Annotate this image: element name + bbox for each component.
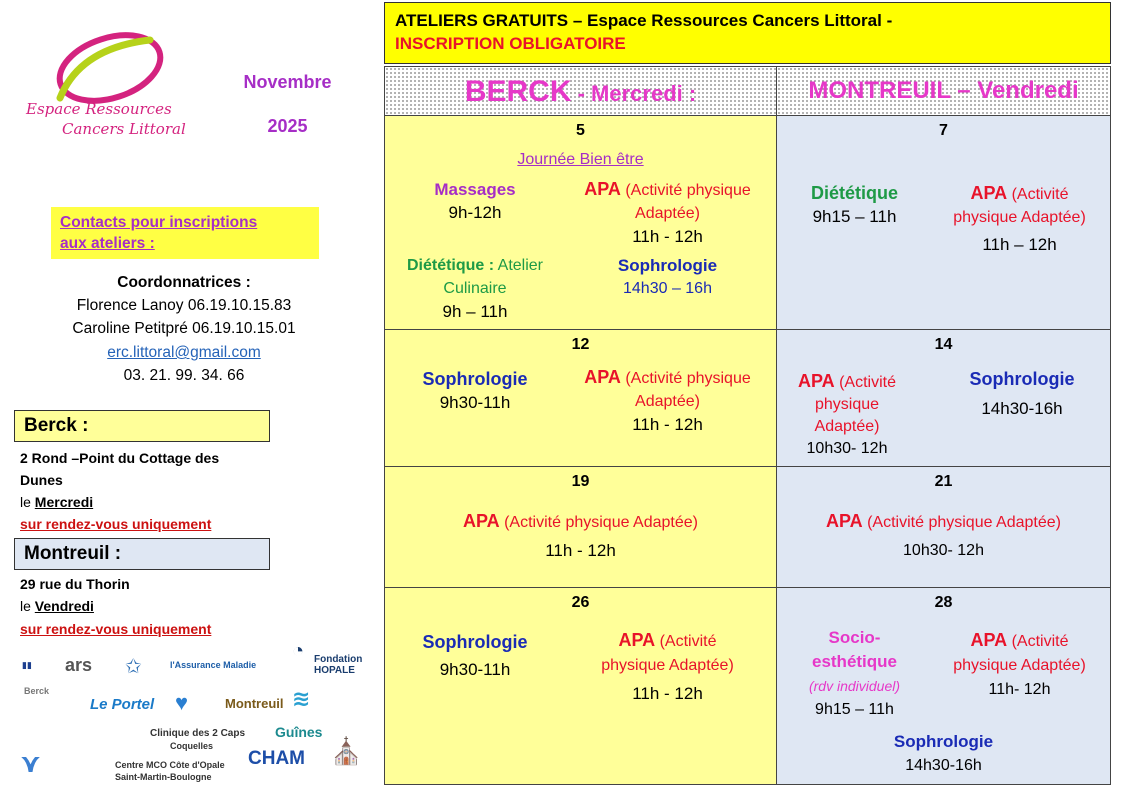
berck-week2-sophrologie: Sophrologie 9h30-11h: [422, 369, 528, 412]
montreuil-week1-cell: [776, 115, 1111, 330]
coordinator-1: Florence Lanoy 06.19.10.15.83: [76, 297, 292, 314]
montreuil-week4-socio: Socio- esthétique (rdv individuel) 9h15 – 11h: [808, 628, 901, 718]
montreuil-week1-date: 7: [939, 122, 948, 139]
berck-column-city: BERCK: [464, 75, 572, 108]
berck-week3-apa: APA (Activité physique Adaptée) 11h - 12h: [462, 511, 698, 560]
email-link[interactable]: erc.littoral@gmail.com: [107, 344, 261, 361]
montreuil-week3-date: 21: [934, 473, 953, 490]
hopale-logo-icon: ◔: [292, 640, 305, 662]
contacts-title-line2: aux ateliers :: [60, 235, 155, 252]
berck-day-prefix: le: [20, 494, 35, 510]
church-logo-icon: ⛪: [330, 736, 363, 766]
contacts-title-line1: Contacts pour inscriptions: [60, 214, 258, 231]
berck-note: sur rendez-vous uniquement: [20, 516, 212, 532]
montreuil-week1-apa: APA (Activité physique Adaptée) 11h – 12h: [953, 183, 1086, 254]
logo-text-line2: Cancers Littoral: [62, 120, 186, 138]
republique-logo-icon: ▮▮: [22, 660, 32, 670]
montreuil-day-prefix: le: [20, 598, 35, 614]
montreuil-note: sur rendez-vous uniquement: [20, 621, 212, 637]
montreuil-week4-sophrologie: Sophrologie 14h30-16h: [893, 732, 994, 774]
partner-logos: [20, 640, 365, 790]
partner-logo-assurance-maladie: l'Assurance Maladie: [170, 660, 257, 670]
partner-logo-montreuil: Montreuil: [225, 696, 284, 711]
berck-location-box: [14, 410, 270, 442]
partner-logo-guines: Guînes: [275, 724, 323, 740]
header-subtitle: INSCRIPTION OBLIGATOIRE: [395, 34, 626, 53]
berck-address-line1: 2 Rond –Point du Cottage des: [20, 450, 220, 466]
partner-logo-saint-martin: Saint-Martin-Boulogne: [115, 772, 212, 782]
berck-week1-apa: APA (Activité physique Adaptée) 11h - 12h: [584, 179, 751, 246]
berck-week1-theme-row: [385, 148, 776, 171]
email-row: [25, 342, 343, 363]
berck-week2-cell: [384, 329, 777, 467]
montreuil-week2-date: 14: [934, 336, 953, 353]
montreuil-location-box: [14, 538, 270, 570]
montreuil-location-name: Montreuil :: [24, 543, 122, 564]
montreuil-week1-dietetique: Diététique 9h15 – 11h: [810, 183, 898, 226]
partner-logo-le-portel: Le Portel: [90, 696, 155, 713]
berck-week4-apa: APA (Activité physique Adaptée) 11h - 12h: [601, 630, 734, 703]
montreuil-day-row: [20, 595, 94, 617]
berck-week4-cell: [384, 587, 777, 785]
montreuil-note-row: [20, 618, 211, 640]
logo-swirl-icon: [40, 28, 165, 110]
berck-week3-cell: [384, 466, 777, 588]
partner-logo-coquelles: Coquelles: [170, 741, 214, 751]
partner-logo-centre-mco: Centre MCO Côte d'Opale: [115, 760, 225, 770]
montreuil-day: Vendredi: [34, 598, 94, 614]
partner-logo-clinique-2-caps: Clinique des 2 Caps: [150, 728, 246, 739]
berck-column-header: [384, 66, 777, 116]
berck-address-line2: Dunes: [20, 472, 63, 488]
montreuil-week4-date: 28: [934, 594, 953, 611]
berck-week1-theme: Journée Bien être: [517, 151, 644, 168]
logo-text-line1: Espace Ressources: [26, 100, 172, 118]
berck-week1-date: 5: [576, 122, 585, 139]
berck-week1-cell: [384, 115, 777, 330]
berck-week1-massage: Massages 9h-12h: [434, 180, 516, 222]
montreuil-week2-cell: [776, 329, 1111, 467]
montreuil-week2-sophrologie: Sophrologie 14h30-16h: [969, 369, 1075, 418]
coordinator-2: Caroline Petitpré 06.19.10.15.01: [72, 320, 296, 337]
heart-logo-icon: ♥: [175, 690, 189, 715]
berck-week3-date: 19: [571, 473, 590, 490]
montreuil-week4-apa: APA (Activité physique Adaptée) 11h- 12h: [953, 630, 1086, 698]
coordinators-title: Coordonnatrices :: [117, 274, 251, 291]
wave-logo-icon: ≋: [292, 686, 311, 711]
montreuil-address-line1: 29 rue du Thorin: [20, 576, 130, 592]
berck-week2-apa: APA (Activité physique Adaptée) 11h - 12h: [584, 367, 751, 434]
contacts-box: [51, 207, 319, 259]
berck-week4-sophrologie: Sophrologie 9h30-11h: [422, 632, 528, 679]
montreuil-week2-apa: APA (Activité physique Adaptée) 10h30- 12h: [797, 371, 896, 457]
partner-logo-ars: ars: [65, 655, 93, 675]
header-title: ATELIERS GRATUITS – Espace Ressources Cancers Littoral -: [395, 11, 893, 30]
berck-week2-date: 12: [571, 336, 590, 353]
montreuil-column-label: MONTREUIL – Vendredi: [808, 77, 1079, 104]
berck-location-name: Berck :: [24, 415, 89, 436]
star-logo-icon: ✩: [125, 656, 142, 678]
month-label: Novembre: [243, 72, 332, 92]
berck-column-day: - Mercredi :: [571, 81, 697, 106]
berck-week1-dietetique: Diététique : Atelier Culinaire 9h – 11h: [406, 257, 544, 321]
montreuil-week4-cell: [776, 587, 1111, 785]
phone-number: 03. 21. 99. 34. 66: [123, 367, 245, 384]
montreuil-week3-cell: [776, 466, 1111, 588]
montreuil-column-header: [776, 66, 1111, 116]
hv-logo-icon: ⋎: [20, 748, 42, 778]
year-label: 2025: [267, 116, 308, 136]
berck-note-row: [20, 513, 211, 535]
partner-logo-cham: CHAM: [248, 748, 305, 769]
schedule-header: [384, 2, 1111, 64]
partner-logo-berck: Berck: [24, 686, 50, 696]
montreuil-week3-apa: APA (Activité physique Adaptée) 10h30- 12h: [825, 511, 1061, 559]
berck-day: Mercredi: [34, 494, 94, 510]
berck-day-row: [20, 491, 93, 513]
partner-logo-hopale: Fondation HOPALE: [314, 654, 363, 676]
berck-week1-sophrologie: Sophrologie 14h30 – 16h: [617, 256, 718, 297]
berck-week4-date: 26: [571, 594, 590, 611]
